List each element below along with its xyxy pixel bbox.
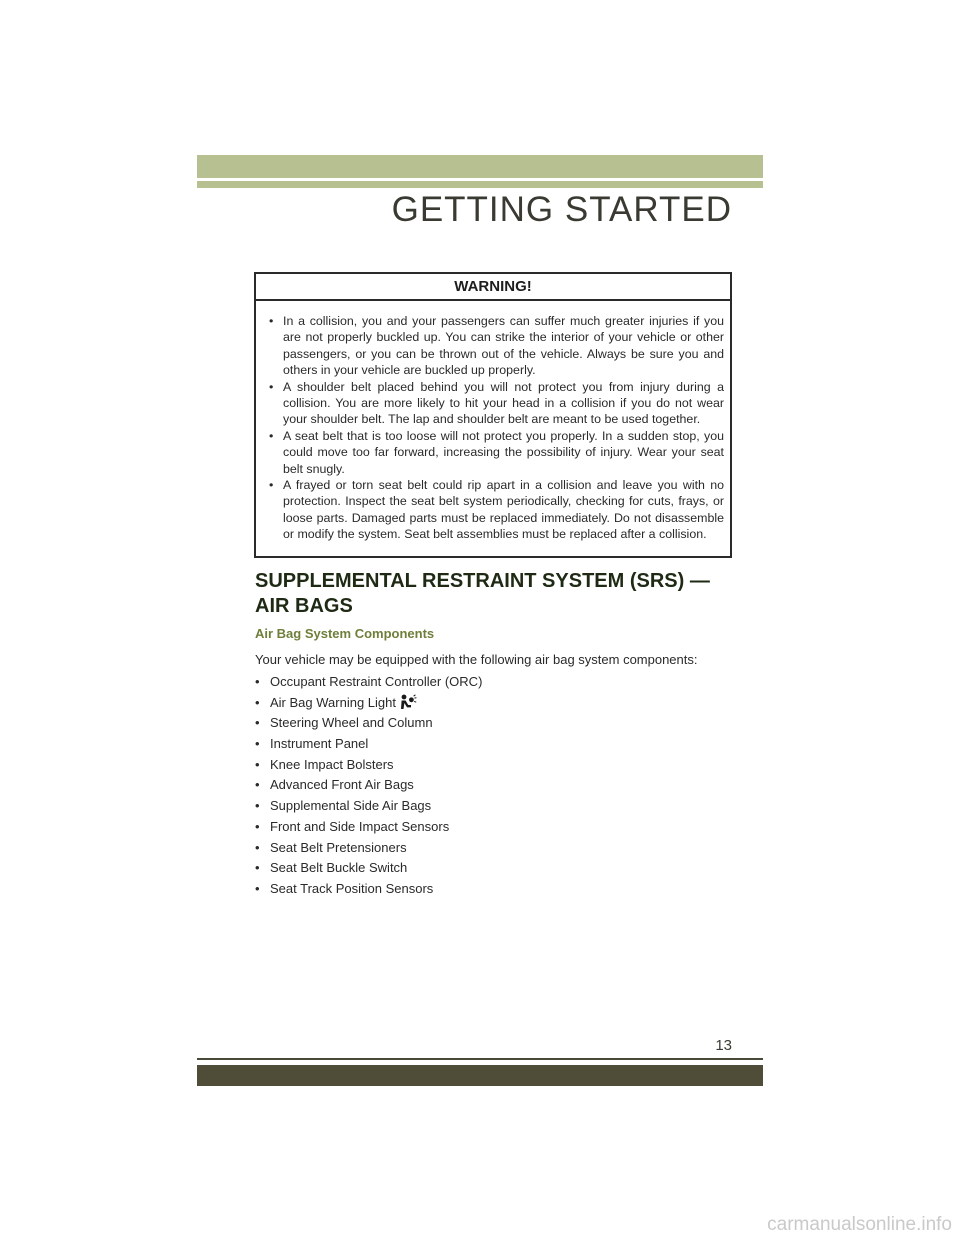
page-number: 13	[715, 1037, 732, 1054]
warning-item: • A seat belt that is too loose will not protect you properly. In a sudden stop, you could move too far forward, increasing the possibility of injury. Wear your seat belt snugly.	[267, 428, 724, 477]
warning-box	[254, 272, 732, 558]
components-intro: Your vehicle may be equipped with the following air bag system components:	[255, 652, 698, 667]
list-item: • Occupant Restraint Controller (ORC)	[255, 672, 482, 693]
list-item: • Instrument Panel	[255, 734, 482, 755]
list-item: • Seat Belt Buckle Switch	[255, 858, 482, 879]
footer-bar	[197, 1065, 763, 1086]
footer-rule	[197, 1058, 763, 1060]
list-item: • Seat Track Position Sensors	[255, 879, 482, 900]
warning-title: WARNING!	[256, 274, 730, 301]
list-item: • Air Bag Warning Light	[255, 693, 482, 714]
list-item: • Knee Impact Bolsters	[255, 755, 482, 776]
warning-list	[256, 301, 730, 543]
components-list	[255, 672, 482, 900]
watermark: carmanualsonline.info	[767, 1214, 952, 1235]
header-bar-underline	[197, 181, 763, 188]
airbag-components-subheading: Air Bag System Components	[255, 626, 435, 641]
srs-heading: SUPPLEMENTAL RESTRAINT SYSTEM (SRS) — AIR BAGS	[255, 570, 710, 617]
warning-item: • In a collision, you and your passengers can suffer much greater injuries if you are not properly buckled up. You can strike the interior of your vehicle or other passengers, or you can be thrown out of the vehicle. Always be sure you and others in your vehicle are buckled up properly.	[267, 313, 724, 379]
warning-item: • A shoulder belt placed behind you will not protect you from injury during a collision. You are more likely to hit your head in a collision if you do not wear your shoulder belt. The lap and shoulder belt are meant to be used together.	[267, 379, 724, 428]
list-item: • Steering Wheel and Column	[255, 713, 482, 734]
list-item: • Seat Belt Pretensioners	[255, 838, 482, 859]
warning-item: • A frayed or torn seat belt could rip apart in a collision and leave you with no protection. Inspect the seat belt system periodically, checking for cuts, frays, or loose parts. Damaged parts must be replaced immediately. Do not disassemble or modify the system. Seat belt assemblies must be replaced after a collision.	[267, 477, 724, 543]
list-item: • Supplemental Side Air Bags	[255, 796, 482, 817]
header-bar	[197, 155, 763, 178]
list-item: • Front and Side Impact Sensors	[255, 817, 482, 838]
list-item: • Advanced Front Air Bags	[255, 775, 482, 796]
section-title: GETTING STARTED	[391, 190, 732, 229]
